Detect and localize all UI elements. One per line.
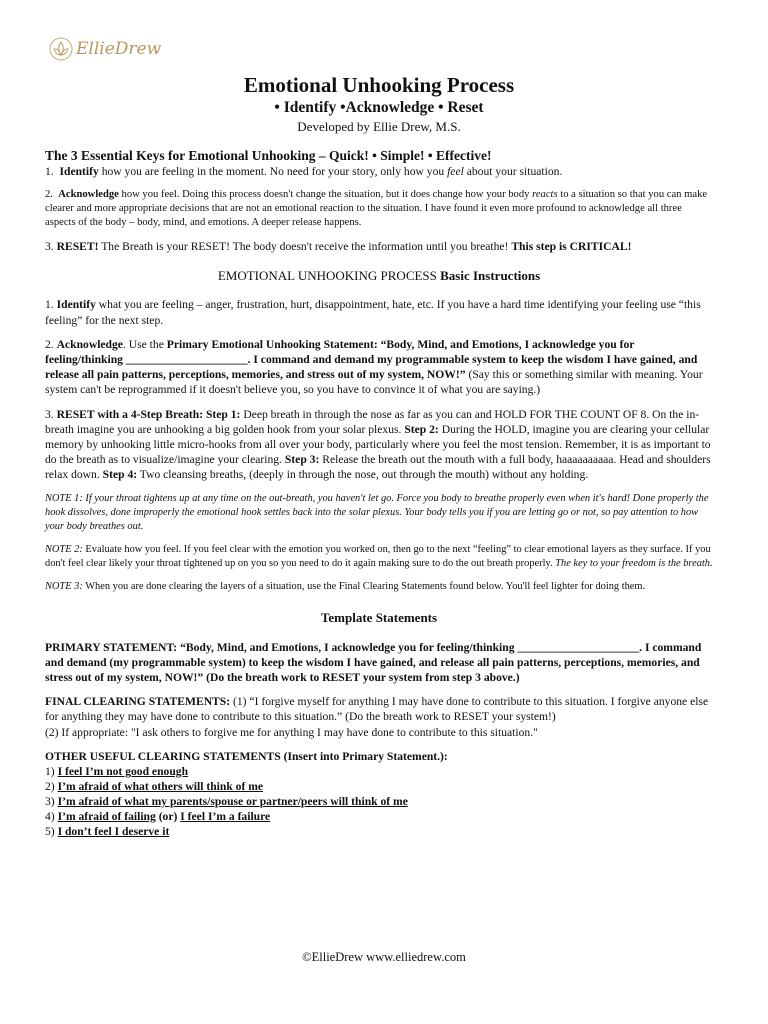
final-clearing-statement-2: (2) If appropriate: "I ask others to forgive me for anything I may have done to contribute to this situation." xyxy=(45,725,538,739)
page-subtitle: • Identify •Acknowledge • Reset xyxy=(274,99,484,116)
note-3: NOTE 3: When you are done clearing the layers of a situation, use the Final Clearing Statements found below. You'll feel lighter for doing them. xyxy=(45,580,646,592)
note-2: NOTE 2: Evaluate how you feel. If you feel clear with the emotion you worked on, then go to the next “feeling” to clear emotional layers as they surface. If you don't feel clear likely your throat tightened up on you so you need to do it again making sure to do the out breath properly. The key to your freedom is the breath. xyxy=(45,543,713,569)
keys-heading: The 3 Essential Keys for Emotional Unhooking – Quick! • Simple! • Effective! xyxy=(45,148,492,163)
list-item: 4) I’m afraid of failing (or) I feel I’m a failure xyxy=(45,810,271,824)
brand-name: EllieDrew xyxy=(76,39,162,59)
document-body xyxy=(45,72,713,839)
list-item: 2) I’m afraid of what others will think of me xyxy=(45,780,264,794)
final-clearing-statements: FINAL CLEARING STATEMENTS: (1) “I forgive myself for anything I may have done to contribute to this situation. I forgive anyone else for anything they may have done to contribute to this situation.” (Do the breath work to RESET your system!) xyxy=(45,695,709,724)
other-statements-heading: OTHER USEFUL CLEARING STATEMENTS (Insert into Primary Statement.): xyxy=(45,749,448,763)
list-item: 1) I feel I’m not good enough xyxy=(45,765,189,779)
step-3: 3. RESET with a 4-Step Breath: Step 1: Deep breath in through the nose as far as you can and HOLD FOR THE COUNT OF 8. On the in-breath imagine you are unhooking a big golden hook from your solar plexus. Step 2: During the HOLD, imagine you are clearing your cellular memory by unhooking little micro-hooks from all over your body, particularly where you feel the most tension. Remember, it is as important to do the breath as to visualize/imagine your clearing. Step 3: Release the breath out the mouth with a full body, haaaaaaaaaa. Head and shoulders relax down. Step 4: Two cleansing breaths, (deeply in through the nose, out through the mouth) without any holding. xyxy=(45,407,711,482)
brand-logo xyxy=(48,36,161,62)
key-3: 3. RESET! The Breath is your RESET! The body doesn't receive the information until you breathe! This step is CRITICAL! xyxy=(45,240,632,254)
page-footer: ©EllieDrew www.elliedrew.com xyxy=(302,950,466,964)
lotus-icon xyxy=(48,36,74,62)
author-line: Developed by Ellie Drew, M.S. xyxy=(297,119,461,134)
key-1: 1. Identify how you are feeling in the moment. No need for your story, only how you feel about your situation. xyxy=(45,165,563,178)
list-item: 3) I’m afraid of what my parents/spouse or partner/peers will think of me xyxy=(45,795,408,809)
template-heading: Template Statements xyxy=(320,609,438,625)
key-2: 2. Acknowledge how you feel. Doing this process doesn't change the situation, but it does change how your body reacts to a situation so that you can make clearer and more appropriate decisions that are not an emotional reaction to the situation. I have found it even more profound to acknowledge all three aspects of the body – body, mind, and emotions. A deeper release happens. xyxy=(45,189,708,229)
step-2: 2. Acknowledge. Use the Primary Emotional Unhooking Statement: “Body, Mind, and Emotions, I acknowledge you for feeling/thinking _____________________. I command and demand my programmable system to keep the wisdom I have gained, and release all pain patterns, perceptions, memories, and stress out of my system, NOW!” (Say this or something similar with meaning. Your system can't be reprogrammed if it doesn't believe you, so you have to convince it of what you are saying.) xyxy=(45,337,703,397)
clearing-statement-list xyxy=(45,764,713,839)
basic-instructions-heading: EMOTIONAL UNHOOKING PROCESS Basic Instructions xyxy=(217,268,541,284)
primary-statement: PRIMARY STATEMENT: “Body, Mind, and Emotions, I acknowledge you for feeling/thinking _____________________. I command and demand (my programmable system) to keep the wisdom I have gained, and release all pain patterns, perceptions, memories, and stress out of my system, NOW!” (Do the breath work to RESET your system from step 3 above.) xyxy=(45,640,702,685)
note-1: NOTE 1: If your throat tightens up at any time on the out-breath, you haven't let go. Force you body to breathe properly even when it's hard! Done properly the hook dissolves, done improperly the emotional hook settles back into the solar plexus. Your body tells you if you are letting go or not, so pay attention to how your body breathes out. xyxy=(45,492,709,532)
page-title: Emotional Unhooking Process xyxy=(243,73,515,97)
list-item: 5) I don’t feel I deserve it xyxy=(45,825,170,839)
step-1: 1. Identify what you are feeling – anger, frustration, hurt, disappointment, hate, etc. If you have a hard time identifying your feeling use “this feeling” for the next step. xyxy=(45,298,701,327)
